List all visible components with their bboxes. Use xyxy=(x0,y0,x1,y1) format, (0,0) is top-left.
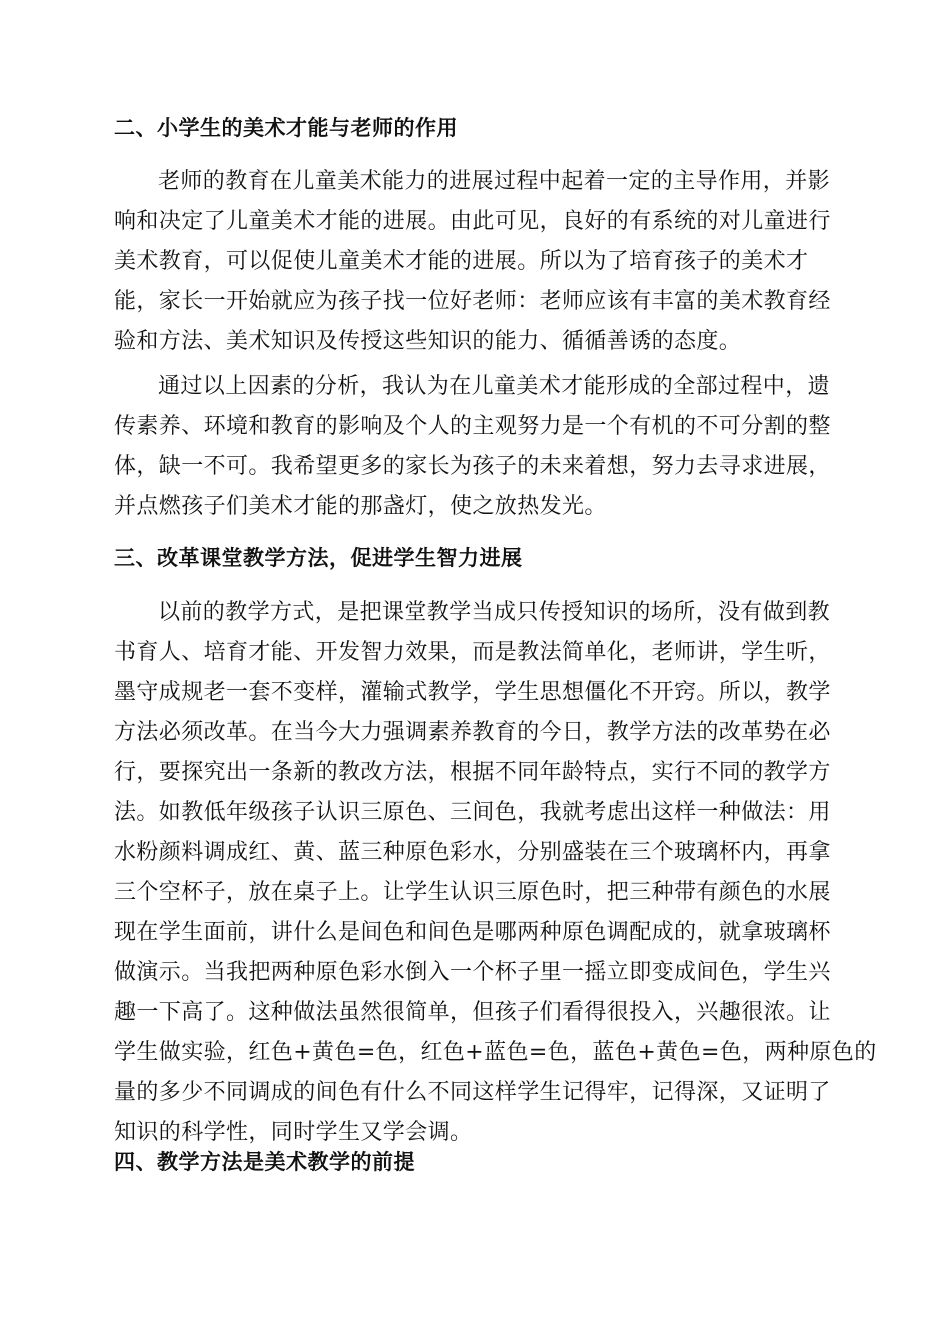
text-line: 传素养、环境和教育的影响及个人的主观努力是一个有机的不可分割的整 xyxy=(114,414,831,439)
section-2-paragraph-2 xyxy=(114,367,834,527)
text-line: 法。如教低年级孩子认识三原色、三间色，我就考虑出这样一种做法：用 xyxy=(114,800,831,825)
text-line: 方法必须改革。在当今大力强调素养教育的今日，教学方法的改革势在必 xyxy=(114,720,831,745)
text-line: 能，家长一开始就应为孩子找一位好老师：老师应该有丰富的美术教育经 xyxy=(114,289,831,314)
text-line: 体，缺一不可。我希望更多的家长为孩子的未来着想，努力去寻求进展， xyxy=(114,454,831,479)
text-line: 学生做实验，红色+黄色=色，红色+蓝色=色，蓝色+黄色=色，两种原色的 xyxy=(114,1040,877,1065)
text-line: 书育人、培育才能、开发智力效果，而是教法简单化，老师讲，学生听， xyxy=(114,640,831,665)
section-2-heading: 二、小学生的美术才能与老师的作用 xyxy=(114,116,458,140)
section-3-heading: 三、改革课堂教学方法，促进学生智力进展 xyxy=(114,546,523,570)
text-line: 通过以上因素的分析，我认为在儿童美术才能形成的全部过程中，遗 xyxy=(158,374,831,399)
section-4-heading: 四、教学方法是美术教学的前提 xyxy=(114,1150,415,1174)
text-line: 量的多少不同调成的间色有什么不同这样学生记得牢，记得深，又证明了 xyxy=(114,1080,831,1105)
text-line: 现在学生面前，讲什么是间色和间色是哪两种原色调配成的，就拿玻璃杯 xyxy=(114,920,831,945)
text-line: 水粉颜料调成红、黄、蓝三种原色彩水，分别盛装在三个玻璃杯内，再拿 xyxy=(114,840,831,865)
text-line: 以前的教学方式，是把课堂教学当成只传授知识的场所，没有做到教 xyxy=(158,600,831,625)
text-line: 美术教育，可以促使儿童美术才能的进展。所以为了培育孩子的美术才 xyxy=(114,249,809,274)
text-line: 行，要探究出一条新的教改方法，根据不同年龄特点，实行不同的教学方 xyxy=(114,760,831,785)
text-line: 验和方法、美术知识及传授这些知识的能力、循循善诱的态度。 xyxy=(114,329,742,354)
text-line: 知识的科学性，同时学生又学会调。 xyxy=(114,1120,473,1145)
text-line: 并点燃孩子们美术才能的那盏灯，使之放热发光。 xyxy=(114,494,607,519)
section-2-paragraph-1 xyxy=(114,162,834,362)
text-line: 做演示。当我把两种原色彩水倒入一个杯子里一摇立即变成间色，学生兴 xyxy=(114,960,831,985)
section-3-paragraph-1 xyxy=(114,593,877,1153)
text-line: 墨守成规老一套不变样，灌输式教学，学生思想僵化不开窍。所以，教学 xyxy=(114,680,831,705)
text-line: 老师的教育在儿童美术能力的进展过程中起着一定的主导作用，并影 xyxy=(158,169,831,194)
text-line: 趣一下高了。这种做法虽然很简单，但孩子们看得很投入，兴趣很浓。让 xyxy=(114,1000,831,1025)
text-line: 响和决定了儿童美术才能的进展。由此可见，良好的有系统的对儿童进行 xyxy=(114,209,831,234)
text-line: 三个空杯子，放在桌子上。让学生认识三原色时，把三种带有颜色的水展 xyxy=(114,880,831,905)
